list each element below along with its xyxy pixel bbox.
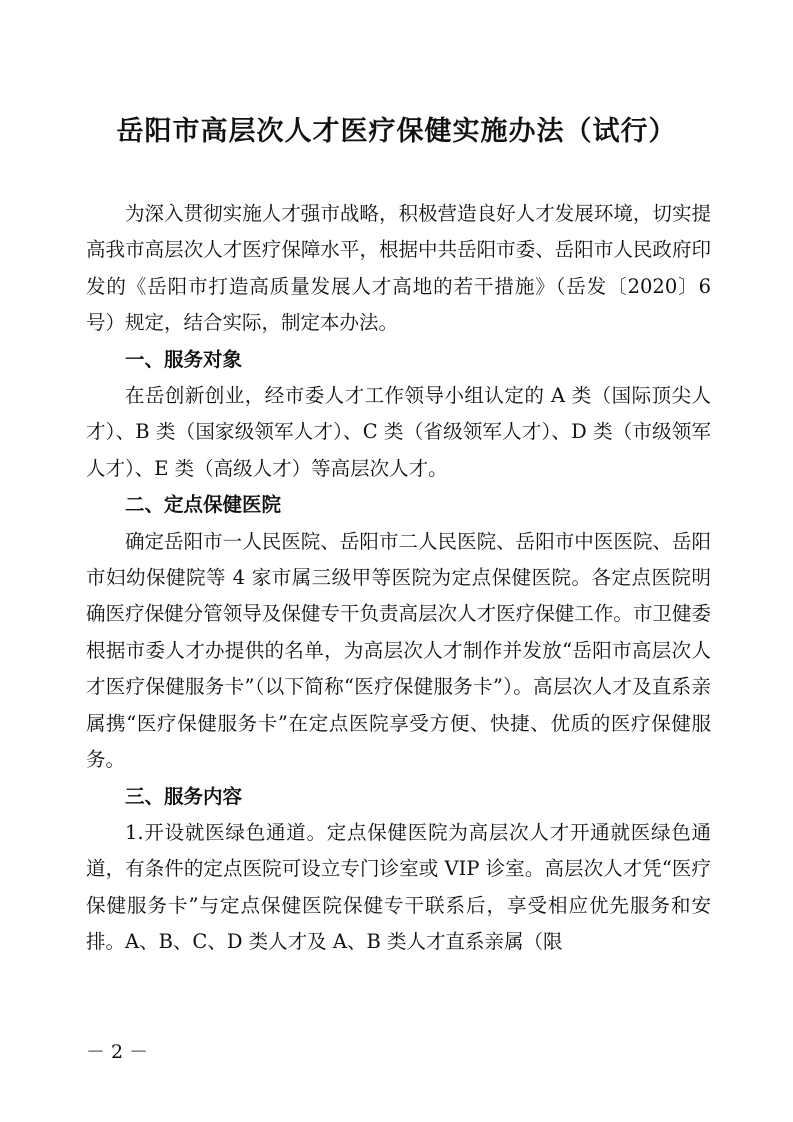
document-title: 岳阳市高层次人才医疗保健实施办法（试行）	[116, 116, 677, 147]
section-heading-designated-hospitals: 二、定点保健医院	[125, 493, 282, 517]
section-heading-service-content: 三、服务内容	[125, 784, 243, 808]
intro-paragraph: 为深入贯彻实施人才强市战略，积极营造良好人才发展环境，切实提高我市高层次人才医疗保障水平，根据中共岳阳市委、岳阳市人民政府印发的《岳阳市打造高质量发展人才高地的若干措施》（岳发〔2020〕6号）规定，结合实际，制定本办法。	[86, 202, 711, 335]
page-number: － 2 －	[86, 1041, 149, 1063]
document-body	[86, 196, 711, 961]
section-text-service-content: 1.开设就医绿色通道。定点保健医院为高层次人才开通就医绿色通道，有条件的定点医院可设立专门诊室或 VIP 诊室。高层次人才凭“医疗保健服务卡”与定点保健医院保健专干联系后，享受相应优先服务和安排。A、B、C、D 类人才及 A、B 类人才直系亲属（限	[86, 820, 711, 954]
section-text-designated-hospitals: 确定岳阳市一人民医院、岳阳市二人民医院、岳阳市中医医院、岳阳市妇幼保健院等 4 家市属三级甲等医院为定点保健医院。各定点医院明确医疗保健分管领导及保健专干负责高层次人才医疗保健工作。市卫健委根据市委人才办提供的名单，为高层次人才制作并发放“岳阳市高层次人才医疗保健服务卡”（以下简称“医疗保健服务卡”）。高层次人才及直系亲属携“医疗保健服务卡”在定点医院享受方便、快捷、优质的医疗保健服务。	[86, 529, 711, 772]
section-text-service-targets: 在岳创新创业，经市委人才工作领导小组认定的 A 类（国际顶尖人才）、B 类（国家级领军人才）、C 类（省级领军人才）、D 类（市级领军人才）、E 类（高级人才）等高层次人才。	[86, 384, 711, 480]
section-heading-service-targets: 一、服务对象	[125, 347, 243, 371]
